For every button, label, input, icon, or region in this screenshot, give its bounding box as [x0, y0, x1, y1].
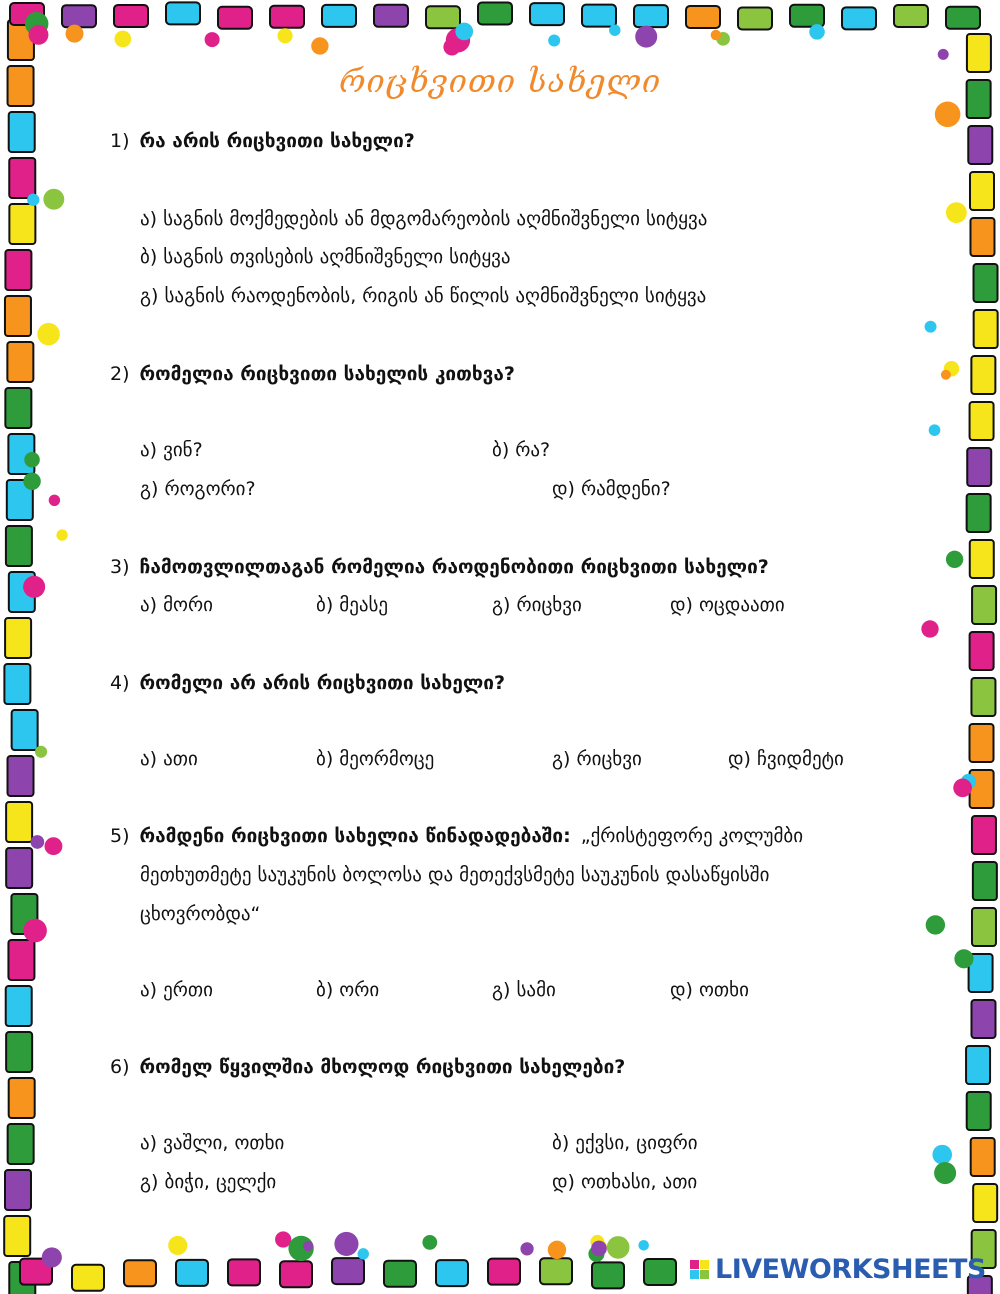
question-4 [110, 672, 505, 694]
question-number: 2) [110, 363, 130, 385]
question-text: რა არის რიცხვითი სახელი? [139, 130, 415, 152]
question-text: რომელი არ არის რიცხვითი სახელი? [139, 672, 505, 694]
q4-option-g[interactable]: გ) რიცხვი [552, 748, 642, 770]
q1-option-a[interactable]: ა) საგნის მოქმედების ან მდგომარეობის აღმნიშვნელი სიტყვა [140, 208, 708, 230]
brand-name: LIVEWORKSHEETS [715, 1253, 986, 1285]
q2-option-d[interactable]: დ) რამდენი? [552, 478, 671, 500]
question-number: 3) [110, 556, 130, 578]
q5-option-d[interactable]: დ) ოთხი [670, 979, 749, 1001]
question-number: 4) [110, 672, 130, 694]
quoted-sentence-part-3: ცხოვრობდა“ [140, 903, 261, 925]
q5-option-a[interactable]: ა) ერთი [140, 979, 213, 1001]
q3-option-a[interactable]: ა) მორი [140, 594, 213, 616]
question-2 [110, 363, 515, 385]
q3-option-g[interactable]: გ) რიცხვი [492, 594, 582, 616]
question-text: რომელია რიცხვითი სახელის კითხვა? [139, 363, 515, 385]
q6-option-a[interactable]: ა) ვაშლი, ოთხი [140, 1132, 285, 1154]
q2-option-b[interactable]: ბ) რა? [492, 439, 551, 461]
worksheet-title: რიცხვითი სახელი [338, 62, 662, 100]
question-number: 5) [110, 825, 130, 847]
question-1 [110, 130, 415, 152]
question-6 [110, 1056, 625, 1078]
q1-option-g[interactable]: გ) საგნის რაოდენობის, რიგის ან წილის აღმნიშვნელი სიტყვა [140, 285, 707, 307]
question-text: რომელ წყვილშია მხოლოდ რიცხვითი სახელები? [139, 1056, 626, 1078]
q6-option-b[interactable]: ბ) ექვსი, ციფრი [552, 1132, 698, 1154]
question-text: რამდენი რიცხვითი სახელია წინადადებაში: [139, 825, 571, 847]
brand-grid-icon [690, 1260, 709, 1279]
q3-option-b[interactable]: ბ) მეასე [316, 594, 389, 616]
q6-option-g[interactable]: გ) ბიჭი, ცელქი [140, 1171, 277, 1193]
q6-option-d[interactable]: დ) ოთხასი, ათი [552, 1171, 698, 1193]
question-3 [110, 556, 769, 578]
question-number: 1) [110, 130, 130, 152]
question-text: ჩამოთვლილთაგან რომელია რაოდენობითი რიცხვითი სახელი? [139, 556, 769, 578]
quoted-sentence-part-1: „ქრისტეფორე კოლუმბი [580, 825, 804, 847]
q2-option-g[interactable]: გ) როგორი? [140, 478, 256, 500]
quoted-sentence-part-2: მეთხუთმეტე საუკუნის ბოლოსა და მეთექვსმეტე საუკუნის დასაწყისში [140, 864, 770, 886]
question-number: 6) [110, 1056, 130, 1078]
q2-option-a[interactable]: ა) ვინ? [140, 439, 203, 461]
liveworksheets-logo[interactable] [690, 1252, 986, 1286]
q4-option-b[interactable]: ბ) მეორმოცე [316, 748, 435, 770]
q1-option-b[interactable]: ბ) საგნის თვისების აღმნიშვნელი სიტყვა [140, 246, 511, 268]
question-5 [110, 825, 803, 847]
q5-option-g[interactable]: გ) სამი [492, 979, 556, 1001]
q3-option-d[interactable]: დ) ოცდაათი [670, 594, 785, 616]
q4-option-d[interactable]: დ) ჩვიდმეტი [728, 748, 844, 770]
q5-option-b[interactable]: ბ) ორი [316, 979, 380, 1001]
q4-option-a[interactable]: ა) ათი [140, 748, 198, 770]
